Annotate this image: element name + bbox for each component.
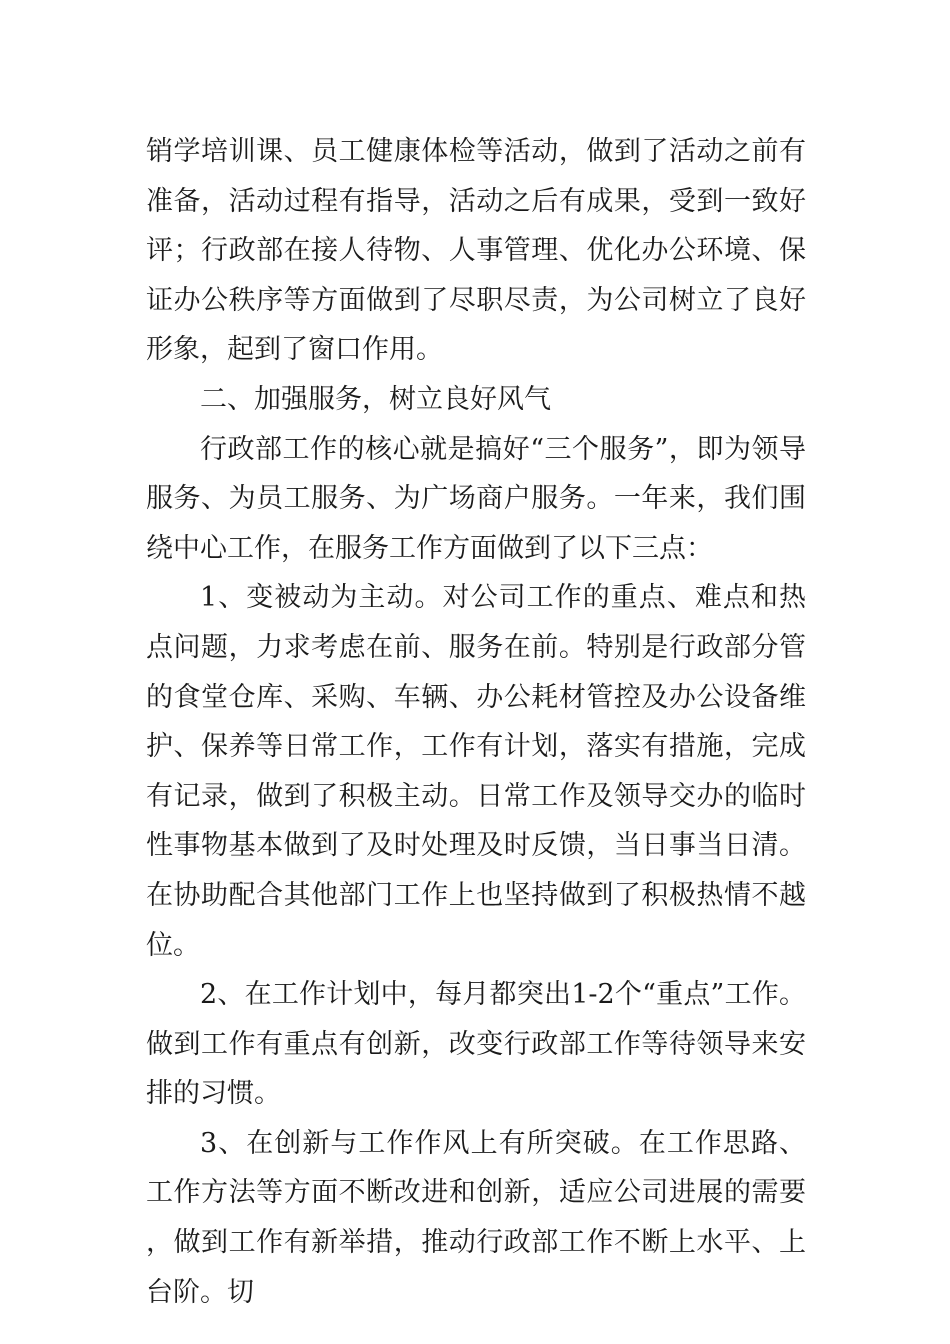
paragraph-point-1: 1、变被动为主动。对公司工作的重点、难点和热点问题，力求考虑在前、服务在前。特别是行政部分管的食堂仓库、采购、车辆、办公耗材管控及办公设备维护、保养等日常工作，工作有计划，落实有措施，完成有记录，做到了积极主动。日常工作及领导交办的临时性事物基本做到了及时处理及时反馈，当日事当日清。在协助配合其他部门工作上也坚持做到了积极热情不越位。 [146,582,806,961]
document-body [146,127,806,1317]
section-heading: 二、加强服务，树立良好风气 [200,383,551,415]
paragraph-point-3: 3、在创新与工作作风上有所突破。在工作思路、工作方法等方面不断改进和创新，适应公司进展的需要，做到工作有新举措，推动行政部工作不断上水平、上台阶。切 [146,1127,806,1308]
paragraph-service-intro: 行政部工作的核心就是搞好“三个服务”，即为领导服务、为员工服务、为广场商户服务。一年来，我们围绕中心工作，在服务工作方面做到了以下三点： [146,433,806,564]
paragraph-point-2: 2、在工作计划中，每月都突出1-2个“重点”工作。做到工作有重点有创新，改变行政部工作等待领导来安排的习惯。 [146,979,806,1110]
paragraph-continuation: 销学培训课、员工健康体检等活动，做到了活动之前有准备，活动过程有指导，活动之后有成果，受到一致好评；行政部在接人待物、人事管理、优化办公环境、保证办公秩序等方面做到了尽职尽责，为公司树立了良好形象，起到了窗口作用。 [146,136,806,366]
